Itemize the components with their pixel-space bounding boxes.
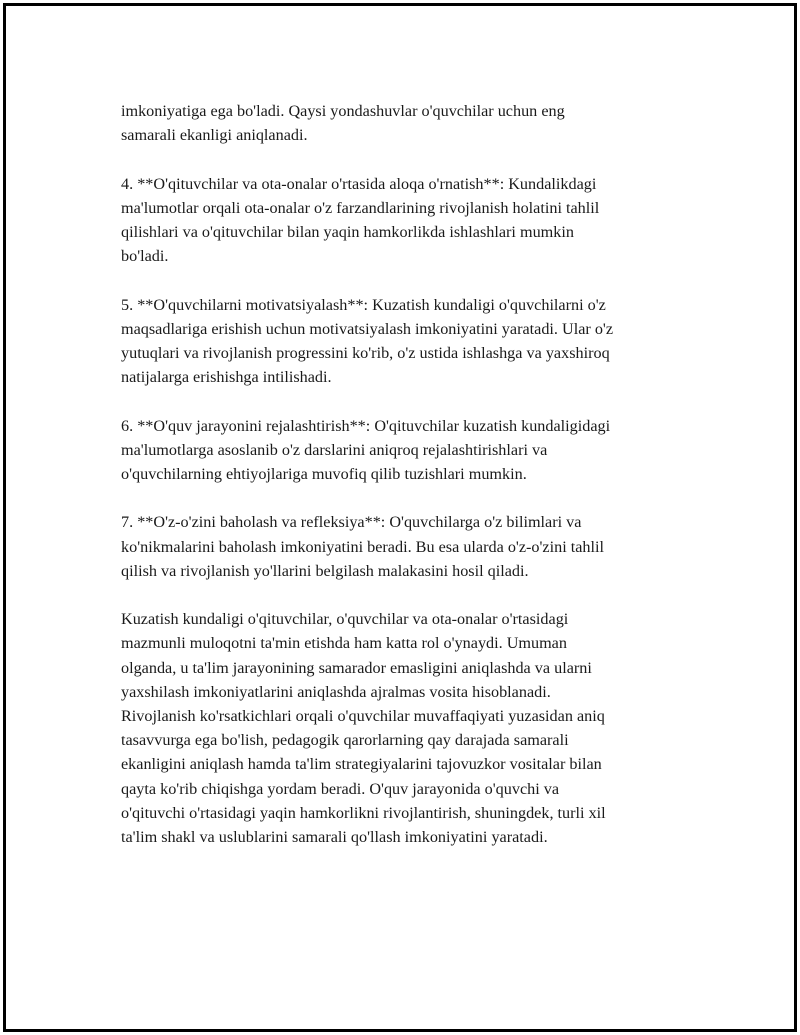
paragraph-item-4: 4. **O'qituvchilar va ota-onalar o'rtasida aloqa o'rnatish**: Kundalikdagi ma'lumotlar orqali ota-onalar o'z farzandlarining rivojlanish holatini tahlil qilishlari va o'qituvchilar bilan yaqin hamkorlikda ishlashlari mumkin bo'ladi.	[121, 174, 600, 266]
document-page	[3, 3, 797, 1032]
paragraph-continuation: imkoniyatiga ega bo'ladi. Qaysi yondashuvlar o'quvchilar uchun eng samarali ekanligi aniqlanadi.	[121, 102, 565, 145]
paragraph-item-5: 5. **O'quvchilarni motivatsiyalash**: Kuzatish kundaligi o'quvchilarni o'z maqsadlariga erishish uchun motivatsiyalash imkoniyatini yaratadi. Ular o'z yutuqlari va rivojlanish progressini ko'rib, o'z ustida ishlashga va yaxshiroq natijalarga erishishga intilishadi.	[121, 295, 614, 387]
paragraph-conclusion: Kuzatish kundaligi o'qituvchilar, o'quvchilar va ota-onalar o'rtasidagi mazmunli muloqotni ta'min etishda ham katta rol o'ynaydi. Umuman olganda, u ta'lim jarayonining samarador emasligini aniqlashda va ularni yaxshilash imkoniyatlarini aniqlashda ajralmas vosita hisoblanadi. Rivojlanish ko'rsatkichlari orqali o'quvchilar muvaffaqiyati yuzasidan aniq tasavvurga ega bo'lish, pedagogik qarorlarning qay darajada samarali ekanligini aniqlash hamda ta'lim strategiyalarini tajovuzkor vositalar bilan qayta ko'rib chiqishga yordam beradi. O'quv jarayonida o'quvchi va o'qituvchi o'rtasidagi yaqin hamkorlikni rivojlantirish, shuningdek, turli xil ta'lim shakl va uslublarini samarali qo'llash imkoniyatini yaratadi.	[121, 610, 606, 847]
paragraph-item-7: 7. **O'z-o'zini baholash va refleksiya**: O'quvchilarga o'z bilimlari va ko'nikmalarini baholash imkoniyatini beradi. Bu esa ularda o'z-o'zini tahlil qilish va rivojlanish yo'llarini belgilash malakasini hosil qiladi.	[121, 513, 605, 580]
page-body-text	[121, 99, 696, 849]
paragraph-item-6: 6. **O'quv jarayonini rejalashtirish**: O'qituvchilar kuzatish kundaligidagi ma'lumotlarga asoslanib o'z darslarini aniqroq rejalashtirishlari va o'quvchilarning ehtiyojlariga muvofiq qilib tuzishlari mumkin.	[121, 416, 611, 483]
